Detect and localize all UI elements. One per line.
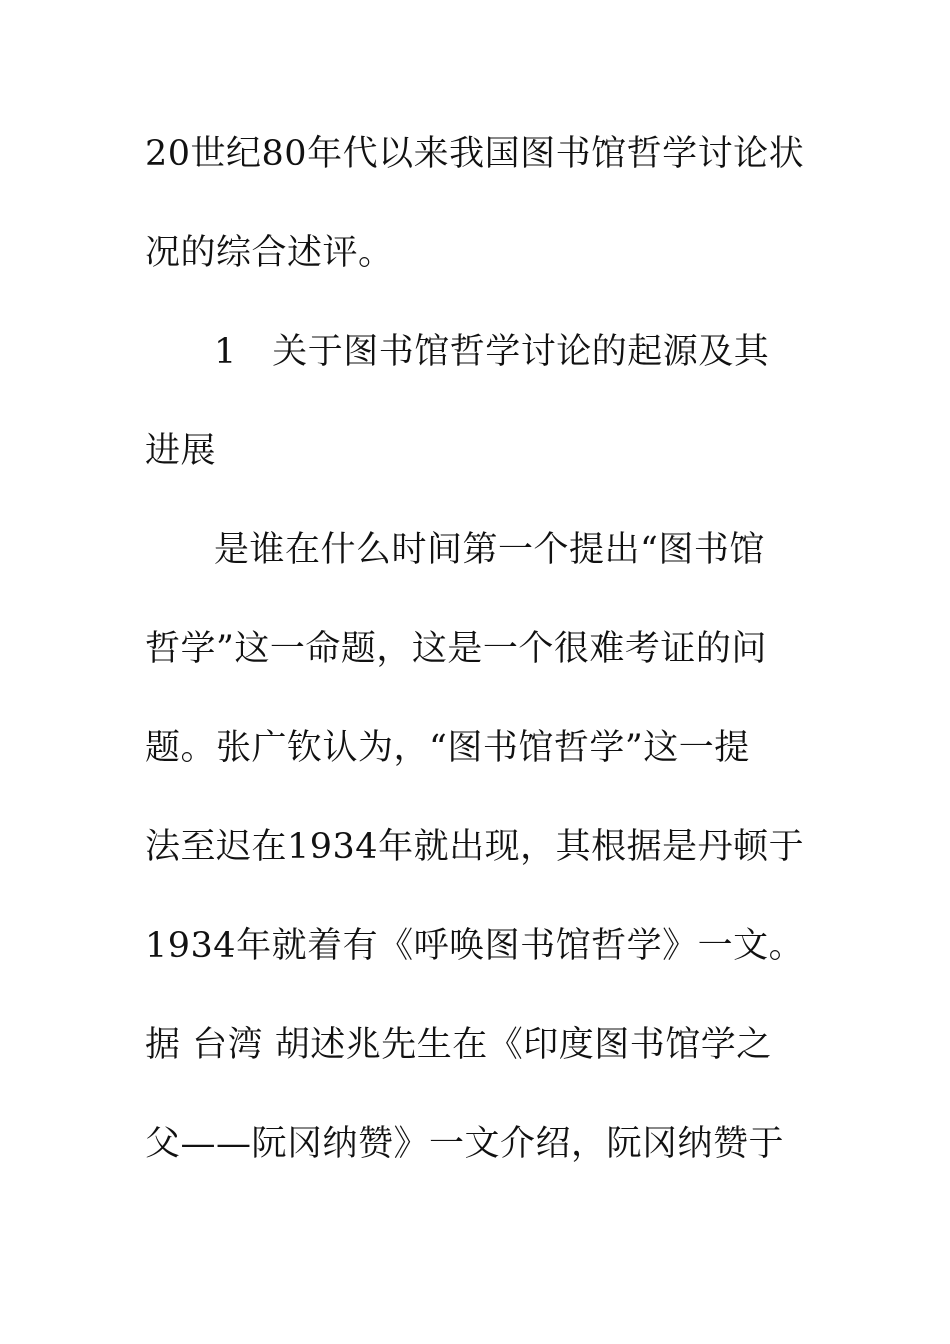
paragraph-line: 法至迟在1934年就出现，其根据是丹顿于	[145, 827, 805, 867]
paragraph-line: 1934年就着有《呼唤图书馆哲学》一文。	[145, 926, 805, 966]
paragraph-line: 20世纪80年代以来我国图书馆哲学讨论状	[145, 134, 805, 174]
paragraph-line: 况的综合述评。	[145, 233, 394, 273]
paragraph-line: 父——阮冈纳赞》一文介绍，阮冈纳赞于	[145, 1124, 785, 1164]
paragraph-line: 据 台湾 胡述兆先生在《印度图书馆学之	[145, 1025, 772, 1065]
section-heading-continuation: 进展	[145, 431, 217, 471]
paragraph-line: 哲学”这一命题，这是一个很难考证的问	[145, 629, 767, 669]
paragraph-line: 是谁在什么时间第一个提出“图书馆	[214, 530, 765, 570]
section-heading: 1 关于图书馆哲学讨论的起源及其	[214, 332, 770, 372]
paragraph-line: 题。张广钦认为，“图书馆哲学”这一提	[145, 728, 750, 768]
